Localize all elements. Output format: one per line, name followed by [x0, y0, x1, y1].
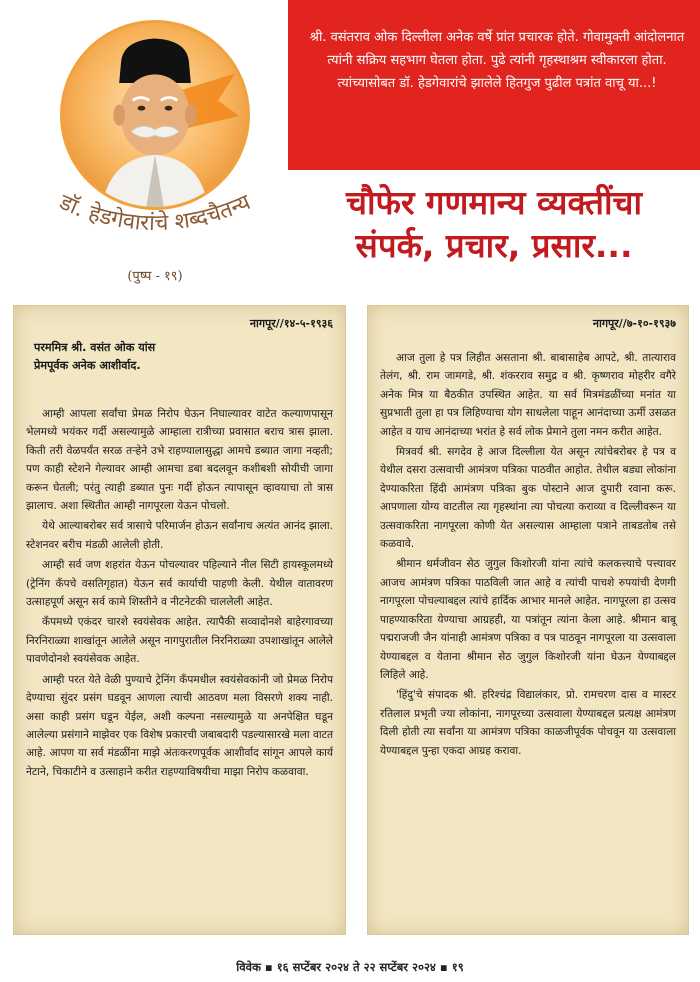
headline-line-2: संपर्क, प्रचार, प्रसार...: [355, 226, 633, 265]
headline: [292, 182, 696, 268]
letter-1-paragraph: आम्ही आपला सर्वांचा प्रेमळ निरोप घेऊन निघाल्यावर वाटेत कल्याणपासून भेलमध्ये भयंकर गर्दी असल्यामुळे आम्हाला रात्रीच्या प्रवासात बराच त्रास झाला. किती तरी वेळपर्यंत सरळ तऱ्हेने उभे राहण्यालासुद्धा आमचे डब्यात जागा नव्हती; पण काही स्टेशने गेल्यावर आम्ही आमचा डबा बदलवून कशीबशी सोयीची जागा करून घेतली; परंतु त्याही डब्यात पुनः गर्दी होऊन त्यापासून व्हावयाचा तो त्रास झालाच. अशा स्थितीत आम्ही नागपूरला येऊन पोचलो.: [26, 408, 333, 513]
logo-subtitle: (पुष्प - १९): [127, 269, 183, 284]
letter-panel-2: [367, 305, 689, 935]
letter-1-salutation: परममित्र श्री. वसंत ओक यांस: [34, 341, 156, 354]
letter-2-paragraph: 'हिंदु'चे संपादक श्री. हरिश्चंद्र विद्यालंकार, प्रो. रामचरण दास व मास्टर रतिलाल प्रभृती ज्या लोकांना, नागपूरच्या उत्सवाला येण्याबद्दल प्रत्यक्ष आमंत्रण दिली होती त्या सर्वांना या आमंत्रण पत्रिका काळजीपूर्वक पोचवून या उत्सवाला येण्याबद्दल पुन्हा एकदा आग्रह करावा.: [380, 689, 676, 757]
letter-1-paragraph: कँपमध्ये एकंदर चारशे स्वयंसेवक आहेत. त्यापैकी सव्वादोनशे बाहेरगावच्या निरनिराळ्या शाखांतून आलेले असून नागपुरातील निरनिराळ्या उपशाखांतून आलेले पावणेदोनशे स्वयंसेवक आहेत.: [26, 616, 333, 666]
letter-1-blessing: प्रेमपूर्वक अनेक आशीर्वाद.: [34, 359, 141, 372]
headline-line-1: चौफेर गणमान्य व्यक्तींचा: [346, 183, 642, 222]
page-footer: विवेक ▪ १६ सप्टेंबर २०२४ ते २२ सप्टेंबर २०२४ ▪ १९: [236, 960, 464, 974]
letter-1-paragraph: आम्ही सर्व जण शहरांत येऊन पोचल्यावर पहिल्याने नील सिटी हायस्कूलमध्ये (ट्रेनिंग कँपचे वसतिगृहात) येऊन सर्व कार्याची पाहणी केली. येथील वातावरण उत्साहपूर्ण असून सर्व कामे शिस्तीने व नीटनेटकी चाललेली आहेत.: [26, 559, 333, 609]
logo-block: [20, 8, 290, 293]
logo-title-arc: [20, 180, 290, 260]
letter-2-paragraph: श्रीमान धर्मजीवन सेठ जुगुल किशोरजी यांना त्यांचे कलकत्त्याचे पत्त्यावर आजच आमंत्रण पत्रिका पाठविली जात आहे व त्यांची पाचशे रुपयांची देणगी नागपूरला पोचल्याबद्दल त्यांचे हार्दिक आभार मानले आहेत. नागपूरला हा उत्सव पाहण्याकरिता येण्याचा आग्रहही, या पत्रांतून त्यांना केला आहे. श्रीमान बाबू पद्मराजजी जैन यांनाही आमंत्रण पत्रिका व पत्र पाठवून नागपूरला या उत्सवाला येण्याबद्दल व येताना श्रीमान सेठ जुगुल किशोरजी यांना घेऊन येण्याबद्दल लिहिले आहे.: [380, 558, 676, 681]
letter-panel-1: [13, 305, 346, 935]
letter-2-paragraph: आज तुला हे पत्र लिहीत असताना श्री. बाबासाहेब आपटे, श्री. तात्याराव तेलंग, श्री. राम जामगडे, श्री. शंकरराव समुद्र व श्री. कृष्णराव मोहरीर वगैरे अनेक मित्र या बैठकीत उपस्थित आहेत. या सर्व मित्रमंडळींच्या मनांत या सुप्रभाती तुला हा पत्र लिहिण्याचा योग साधलेला पाहून आनंदाच्या ऊर्मी उसळत आहेत व याच आनंदाच्या भरांत हे सर्व लोक प्रेमाने तुला नमन करीत आहेत.: [380, 352, 676, 438]
letter-1-date: नागपूर//१४-५-१९३६: [249, 317, 333, 330]
letter-1-paragraph: आम्ही परत येते वेळी पुण्याचे ट्रेनिंग कँपमधील स्वयंसेवकांनी जो प्रेमळ निरोप देण्याचा सुंदर प्रसंग घडवून आणला त्याची आठवण मला विसरणे शक्य नाही. असा काही प्रसंग घडून येईल, अशी कल्पना नसल्यामुळे या अनपेक्षित घडून आलेल्या प्रसंगाने माझेवर एक विशेष प्रकारची जबाबदारी पडल्यासारखे मला वाटत आहे. आपण या सर्व मंडळींना माझे अंतःकरणपूर्वक आशीर्वाद सांगून आपले कार्य नेटाने, चिकाटीने व उत्साहाने करीत राहण्याविषयीचा माझा निरोप कळवावा.: [26, 673, 333, 778]
letter-2-date: नागपूर//७-१०-१९३७: [592, 317, 676, 330]
intro-text: श्री. वसंतराव ओक दिल्लीला अनेक वर्षे प्रांत प्रचारक होते. गोवामुक्ती आंदोलनात त्यांनी सक्रिय सहभाग घेतला होता. पुढे त्यांनी गृहस्थाश्रम स्वीकारला होता. त्यांच्यासोबत डॉ. हेडगेवारांचे झालेले हितगुज पुढील पत्रांत वाचू या...!: [309, 30, 685, 91]
svg-text:डॉ. हेडगेवारांचे शब्दचैतन्य: [55, 189, 256, 237]
logo-title-text: डॉ. हेडगेवारांचे शब्दचैतन्य: [55, 189, 255, 237]
spacer: [380, 339, 676, 347]
letter-2-paragraph: मित्रवर्य श्री. सगदेव हे आज दिल्लीला येत असून त्यांचेबरोबर हे पत्र व येथील दसरा उत्सवाची आमंत्रण पत्रिका पाठवीत आहोत. तेथील बड्या लोकांना देण्याकरिता हिंदी आमंत्रण पत्रिका बुक पोस्टाने आज दुपारी रवाना करू. आपणाला योग्य वाटतील त्या गृहस्थांना त्या पोचत्या कराव्या व दिल्लीवरून या उत्सवाकरिता नागपूरला कोणी येत असल्यास आम्हाला पत्राने ताबडतोब तसे कळवावे.: [380, 446, 676, 551]
spacer: [26, 375, 333, 403]
letter-1-paragraph: येथे आल्याबरोबर सर्व त्रासाचे परिमार्जन होऊन सर्वांनाच अत्यंत आनंद झाला. स्टेशनवर बरीच मंडळी आलेली होती.: [26, 520, 333, 551]
intro-box: [288, 0, 700, 170]
